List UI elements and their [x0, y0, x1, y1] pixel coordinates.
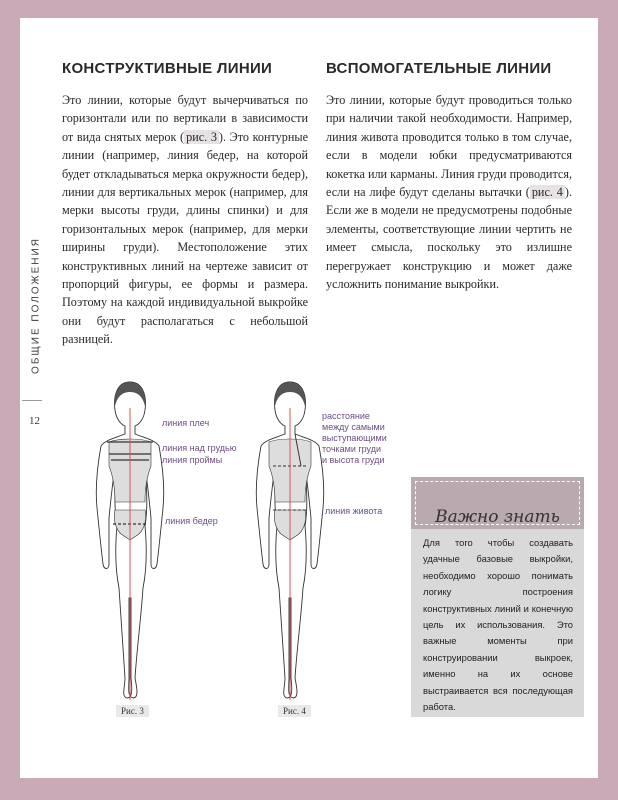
info-box-text: Для того чтобы создавать удачные базовые выкройки, необходимо хорошо понимать логику построения конструктивных линий и конечную цель их использования. Это важные моменты при конструировании выкроек, именно на их основе выстраивается вся последующая работа.	[423, 537, 573, 713]
info-box-title: Важно знать	[435, 507, 560, 527]
paragraph-constructive-lines: Это линии, которые будут вычерчиваться по горизонтали или по вертикали в зависимости от вида снятых мерок ( рис. 3 ). Это контурные линии (например, линия бедер, на которой будет откладываться мерка окружности бедер), линии для вертикальных мерок (например, для мерки высоты груди, длины спинки) и для горизонтальных мерок (например, для мерки ширины груди). Местоположение этих конструктивных линий на чертеже зависит от пропорций фигуры, ее формы и размера. Поэтому на каждой индивидуальной выкройке они будут располагаться с небольшой разницей.	[62, 93, 308, 347]
annotation-bust-distance: расстояние между самыми выступающими точками груди и высота груди	[322, 411, 387, 465]
paragraph-auxiliary-lines: Это линии, которые будут проводиться только при наличии такой необходимости. Например, линия живота проводится только в том случае, если в модели юбки предусматриваются кокетка или карманы. Линия груди проводится, если на лифе будут сделаны вытачки ( рис. 4 ). Если же в модели не предусмотрены подобные элементы, соответствующие линии чертить не имеет смысла, поскольку это излишне перегружает конструкцию и может даже усложнить понимание выкройки.	[326, 93, 572, 292]
annotation-armhole-line: линия проймы	[162, 455, 223, 465]
section-label: ОБЩИЕ ПОЛОЖЕНИЯ	[30, 237, 42, 374]
heading-auxiliary-lines: ВСПОМОГАТЕЛЬНЫЕ ЛИНИИ	[326, 60, 552, 77]
left-column	[62, 60, 308, 349]
figure-ref-3[interactable]: рис. 3	[186, 129, 217, 144]
annotation-above-bust-line: линия над грудью	[162, 443, 237, 453]
figure-3-caption: Рис. 3	[116, 705, 149, 717]
figure-4-caption: Рис. 4	[278, 705, 311, 717]
annotation-hip-line: линия бедер	[165, 516, 218, 526]
page-number: 12	[29, 415, 40, 427]
divider	[22, 400, 42, 401]
important-info-box	[411, 477, 584, 717]
annotation-shoulder-line: линия плеч	[162, 418, 210, 428]
heading-constructive-lines: КОНСТРУКТИВНЫЕ ЛИНИИ	[62, 60, 273, 77]
right-column	[326, 60, 572, 293]
figure-ref-4[interactable]: рис. 4	[531, 185, 563, 200]
annotation-belly-line: линия живота	[325, 506, 383, 516]
